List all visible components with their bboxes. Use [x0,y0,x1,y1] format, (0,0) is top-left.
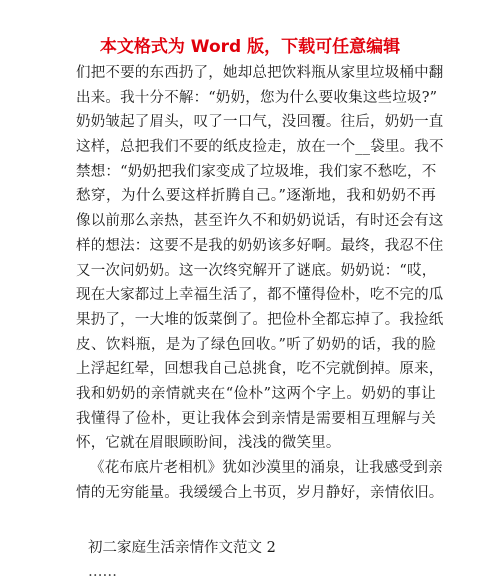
text-line: 们把不要的东西扔了，她却总把饮料瓶从家里垃圾桶中翻 [76,65,444,81]
paragraph-2 [76,456,444,505]
text-line: 情的无穷能量。我缓缓合上书页，岁月静好，亲情依旧。 [76,484,444,501]
text-line: 样的想法：这要不是我的奶奶该多好啊。最终，我忍不住 [76,237,444,254]
text-line: 我和奶奶的亲情就夹在“俭朴”这两个字上。奶奶的事让 [76,385,436,402]
text-line: 这样，总把我们不要的纸皮捡走，放在一个__袋里。我不 [76,139,444,156]
cut-off-text: …… [88,564,117,580]
text-line: 《花布底片老相机》犹如沙漠里的涌泉，让我感受到亲 [90,460,443,476]
text-line: 又一次问奶奶。这一次终究解开了谜底。奶奶说：“哎， [76,262,437,279]
editable-format-banner: 本文格式为 Word 版，下载可任意编辑 [99,37,401,57]
text-line: 上浮起红晕，回想我自己总挑食，吃不完就倒掉。原来， [76,361,444,378]
text-line: 奶奶皱起了眉头，叹了一口气，没回覆。往后，奶奶一直 [76,114,444,131]
text-line: 禁想：“奶奶把我们家变成了垃圾堆，我们家不愁吃，不 [76,163,437,180]
text-line: 现在大家都过上幸福生活了，都不懂得俭朴，吃不完的瓜 [76,287,444,304]
paragraph-1 [76,61,444,456]
text-line: 出来。我十分不解：“奶奶，您为什么要收集这些垃圾?” [76,89,438,106]
text-line: 皮、饮料瓶，是为了绿色回收。”听了奶奶的话，我的脸 [76,336,436,353]
text-line: 怀，它就在眉眼顾盼间，浅浅的微笑里。 [76,435,341,452]
section-heading: 初二家庭生活亲情作文范文 2 [88,540,276,556]
text-line: 像以前那么亲热，甚至许久不和奶奶说话，有时还会有这 [76,213,444,230]
text-line: 我懂得了俭朴，更让我体会到亲情是需要相互理解与关 [76,410,436,427]
text-line: 果扔了，一大堆的饭菜倒了。把俭朴全都忘掉了。我捡纸 [76,311,444,328]
cut-off-text-line [88,560,438,580]
text-line: 愁穿，为什么要这样折腾自己。”逐渐地，我和奶奶不再 [76,188,436,205]
body-text [76,61,444,505]
